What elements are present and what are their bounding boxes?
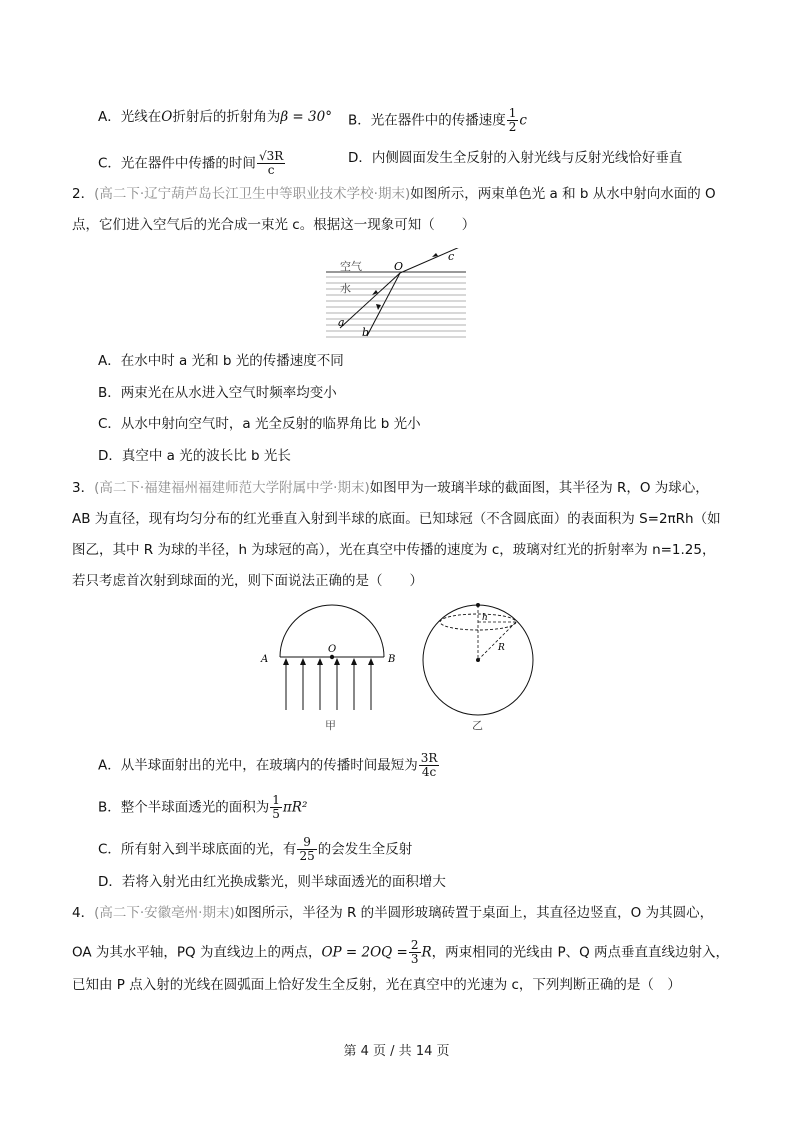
label-h: h (482, 613, 488, 623)
q3-option-a: A．从半球面射出的光中，在玻璃内的传播时间最短为 $\frac{3R}{4c}$ (98, 751, 438, 779)
q1-option-a: A．光线在O折射后的折射角为β = 30° (98, 109, 332, 125)
label-c: c (448, 250, 455, 263)
q2-option-b: B．两束光在从水进入空气时频率均变小 (98, 385, 337, 401)
label-a: a (338, 316, 345, 329)
label-o: O (328, 644, 337, 655)
q3-stem-line4: 若只考虑首次射到球面的光，则下面说法正确的是（ ） (72, 573, 423, 589)
radius-line (478, 622, 516, 660)
label-water: 水 (340, 282, 351, 295)
q2-stem-line2: 点，它们进入空气后的光合成一束光 c。根据这一现象可知（ ） (72, 217, 476, 233)
label-air: 空气 (340, 260, 362, 273)
q4-stem-line3: 已知由 P 点入射的光线在圆弧面上恰好发生全反射，光在真空中的光速为 c，下列判断正确的是（ ） (72, 977, 681, 993)
q3-option-c: C．所有射入到半球底面的光，有 $\frac{9}{25}$ 的会发生全反射 (98, 835, 413, 863)
caption-yi: 乙 (472, 719, 483, 732)
center-o (330, 655, 334, 659)
q2-option-c: C．从水中射向空气时，a 光全反射的临界角比 b 光小 (98, 416, 421, 432)
label-b: B (388, 654, 396, 665)
label-o: O (394, 260, 404, 273)
q1-option-d: D．内侧圆面发生全反射的入射光线与反射光线恰好垂直 (348, 150, 683, 166)
ray-arrowheads (283, 658, 374, 665)
label-b: b (362, 326, 370, 339)
q3-stem-line3: 图乙，其中 R 为球的半径，h 为球冠的高），光在真空中传播的速度为 c，玻璃对红光的折射率为 n=1.25， (72, 542, 716, 558)
q3-option-b: B．整个半球面透光的面积为 $\frac{1}{5}$ πR² (98, 793, 308, 821)
q3-option-d: D．若将入射光由红光换成紫光，则半球面透光的面积增大 (98, 874, 446, 890)
page-footer: 第 4 页 / 共 14 页 (343, 1044, 450, 1059)
q1-option-b: B．光在器件中的传播速度 $\frac{1}{2}$ c (348, 106, 527, 134)
incident-rays (286, 659, 371, 710)
q2-figure (320, 248, 470, 344)
q3-stem-line2: AB 为直径，现有均匀分布的红光垂直入射到半球的底面。已知球冠（不含圆底面）的表面积为 S=2πRh（如 (72, 511, 721, 527)
ray-b (367, 273, 400, 336)
q3-figure-jia (255, 602, 405, 732)
q1-option-c: C．光在器件中传播的时间 $\frac{√3R}{c}$ (98, 149, 284, 177)
q3-stem-line1: 3．(高二下·福建福州福建师范大学附属中学·期末)如图甲为一玻璃半球的截面图，其半径为 R，O 为球心， (72, 480, 709, 496)
q4-stem-line1: 4．(高二下·安徽亳州·期末)如图所示，半径为 R 的半圆形玻璃砖置于桌面上，其直径边竖直，O 为其圆心， (72, 905, 714, 921)
q3-figure-yi (420, 598, 540, 733)
label-a: A (261, 654, 269, 665)
label-r: R (498, 643, 505, 653)
q2-option-d: D．真空中 a 光的波长比 b 光长 (98, 448, 291, 464)
q2-stem-line1: 2．(高二下·辽宁葫芦岛长江卫生中等职业技术学校·期末)如图所示，两束单色光 a 和 b 从水中射向水面的 O (72, 186, 716, 202)
q4-stem-line2: OA 为其水平轴，PQ 为直线边上的两点，OP = 2OQ = $\frac{2}{3}$ R，两束相同的光线由 P、Q 两点垂直直线边射入， (72, 938, 730, 966)
q2-option-a: A．在水中时 a 光和 b 光的传播速度不同 (98, 353, 344, 369)
caption-jia: 甲 (325, 719, 336, 732)
